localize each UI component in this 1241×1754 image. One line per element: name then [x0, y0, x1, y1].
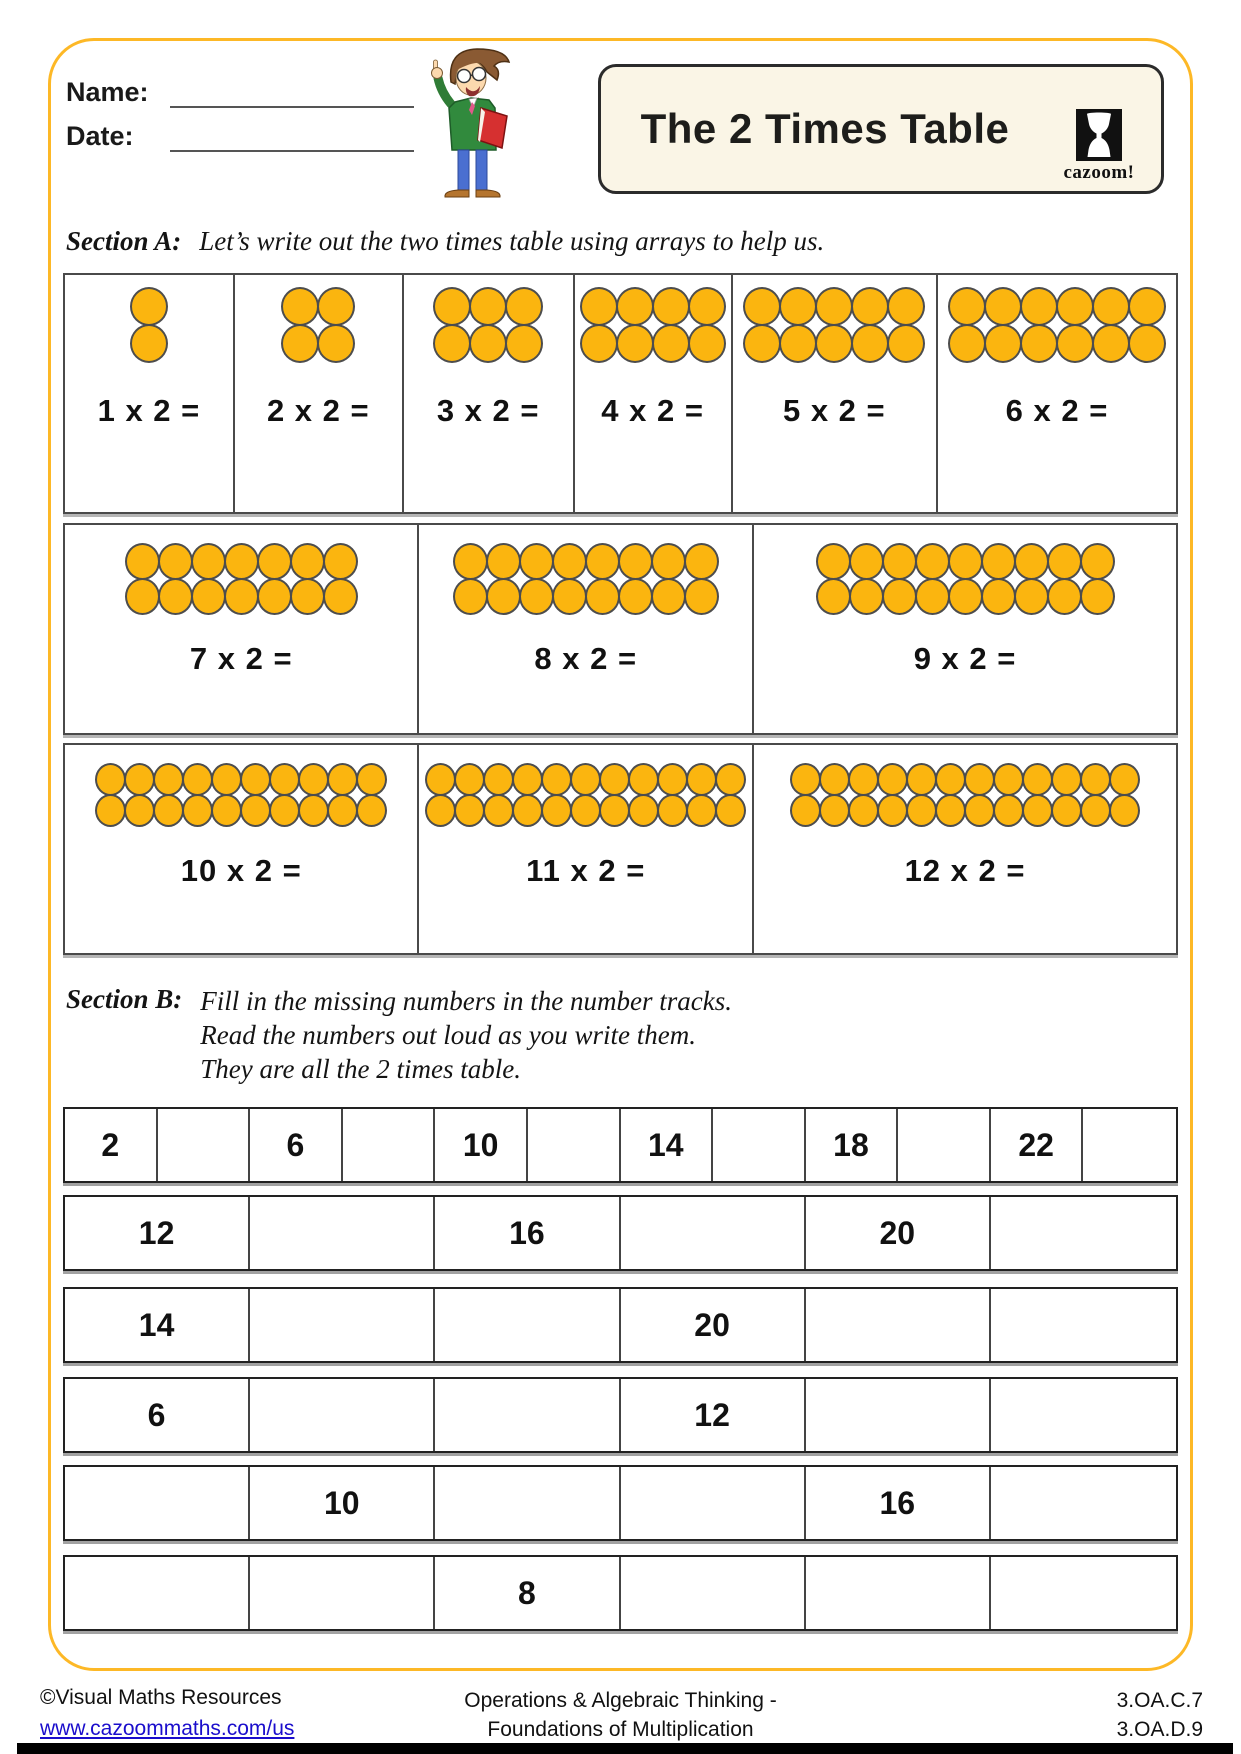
counter-dot [356, 763, 387, 796]
track-cell-blank[interactable] [158, 1109, 251, 1181]
array-cell-3x2[interactable] [404, 275, 575, 512]
array-cell-7x2[interactable] [65, 525, 419, 733]
number-track-2 [63, 1195, 1178, 1271]
track-cell-blank[interactable] [898, 1109, 991, 1181]
name-label: Name: [66, 77, 149, 107]
counter-dot [552, 578, 587, 615]
counter-dot [483, 763, 514, 796]
counter-dot [779, 287, 817, 326]
counter-dot [570, 763, 601, 796]
worksheet-title: The 2 Times Table [640, 105, 1010, 152]
counter-dot [125, 543, 160, 580]
counter-dot [981, 578, 1016, 615]
drum-icon [1076, 109, 1122, 161]
counter-dot [819, 763, 850, 796]
counter-dot [211, 794, 242, 827]
track-cell-blank[interactable] [1083, 1109, 1176, 1181]
track-cell-filled: 10 [435, 1109, 528, 1181]
counter-dot [948, 578, 983, 615]
counter-dot [715, 763, 746, 796]
title-box [598, 64, 1164, 194]
counter-dot [1047, 543, 1082, 580]
counter-dot [686, 763, 717, 796]
counter-dot [240, 763, 271, 796]
track-cell-filled: 12 [621, 1379, 806, 1451]
array-cell-12x2[interactable] [754, 745, 1176, 953]
counter-dot [269, 763, 300, 796]
dot-array [126, 543, 357, 615]
counter-dot [935, 763, 966, 796]
track-cell-blank[interactable] [435, 1379, 620, 1451]
counter-dot [657, 794, 688, 827]
counter-dot [425, 794, 456, 827]
counter-dot [984, 287, 1022, 326]
counter-dot [616, 287, 654, 326]
cazoom-logo [1049, 109, 1161, 184]
track-cell-filled: 18 [806, 1109, 899, 1181]
multiplication-label: 6 x 2 = [1005, 393, 1109, 428]
track-cell-blank[interactable] [435, 1467, 620, 1539]
counter-dot [819, 794, 850, 827]
array-row-2 [63, 523, 1178, 735]
counter-dot [849, 578, 884, 615]
track-cell-blank[interactable] [65, 1467, 250, 1539]
track-cell-blank[interactable] [621, 1467, 806, 1539]
counter-dot [1056, 324, 1094, 363]
counter-dot [616, 324, 654, 363]
counter-dot [618, 543, 653, 580]
track-cell-blank[interactable] [806, 1557, 991, 1629]
track-cell-filled: 6 [250, 1109, 343, 1181]
dot-array [791, 763, 1139, 827]
counter-dot [1109, 794, 1140, 827]
counter-dot [453, 578, 488, 615]
track-cell-filled: 8 [435, 1557, 620, 1629]
number-track-6 [63, 1555, 1178, 1631]
counter-dot [298, 763, 329, 796]
counter-dot [1092, 287, 1130, 326]
name-line[interactable] [170, 76, 414, 108]
counter-dot [1051, 763, 1082, 796]
track-cell-filled: 14 [621, 1109, 714, 1181]
counter-dot [657, 763, 688, 796]
counter-dot [298, 794, 329, 827]
counter-dot [1056, 287, 1094, 326]
counter-dot [95, 794, 126, 827]
counter-dot [882, 543, 917, 580]
counter-dot [743, 287, 781, 326]
multiplication-label: 1 x 2 = [97, 393, 201, 428]
counter-dot [887, 324, 925, 363]
counter-dot [323, 578, 358, 615]
counter-dot [158, 578, 193, 615]
track-cell-blank[interactable] [250, 1289, 435, 1361]
page-edge-bar [17, 1743, 1233, 1754]
counter-dot [964, 794, 995, 827]
counter-dot [327, 794, 358, 827]
counter-dot [158, 543, 193, 580]
track-cell-filled: 16 [806, 1467, 991, 1539]
counter-dot [1128, 324, 1166, 363]
counter-dot [454, 794, 485, 827]
counter-dot [688, 324, 726, 363]
track-cell-blank[interactable] [250, 1197, 435, 1269]
topic-line: Foundations of Multiplication [487, 1718, 754, 1741]
counter-dot [191, 578, 226, 615]
counter-dot [628, 794, 659, 827]
array-cell-9x2[interactable] [754, 525, 1176, 733]
dot-array [434, 287, 542, 363]
counter-dot [580, 287, 618, 326]
track-cell-blank[interactable] [991, 1467, 1176, 1539]
counter-dot [486, 543, 521, 580]
counter-dot [851, 324, 889, 363]
multiplication-label: 9 x 2 = [913, 641, 1017, 676]
counter-dot [948, 543, 983, 580]
dot-array [454, 543, 718, 615]
multiplication-label: 7 x 2 = [189, 641, 293, 676]
counter-dot [519, 578, 554, 615]
counter-dot [570, 794, 601, 827]
counter-dot [599, 794, 630, 827]
track-cell-blank[interactable] [806, 1289, 991, 1361]
counter-dot [743, 324, 781, 363]
dot-array [949, 287, 1165, 363]
dot-array [744, 287, 924, 363]
counter-dot [211, 763, 242, 796]
track-cell-filled: 14 [65, 1289, 250, 1361]
number-track-4 [63, 1377, 1178, 1453]
counter-dot [469, 287, 507, 326]
counter-dot [815, 287, 853, 326]
counter-dot [1014, 578, 1049, 615]
track-cell-filled: 22 [991, 1109, 1084, 1181]
counter-dot [95, 763, 126, 796]
counter-dot [815, 324, 853, 363]
track-cell-blank[interactable] [621, 1557, 806, 1629]
counter-dot [327, 763, 358, 796]
counter-dot [1080, 578, 1115, 615]
section-a-heading [66, 226, 824, 257]
multiplication-label: 11 x 2 = [526, 853, 646, 888]
counter-dot [317, 324, 355, 363]
counter-dot [948, 324, 986, 363]
counter-dot [486, 578, 521, 615]
counter-dot [1014, 543, 1049, 580]
section-b-instructions [200, 984, 732, 1086]
website-link[interactable]: www.cazoommaths.com/us [40, 1717, 295, 1740]
counter-dot [1080, 763, 1111, 796]
counter-dot [981, 543, 1016, 580]
counter-dot [453, 543, 488, 580]
track-cell-filled: 6 [65, 1379, 250, 1451]
instruction-line: Fill in the missing numbers in the number tracks. [200, 986, 732, 1016]
counter-dot [948, 287, 986, 326]
track-cell-filled: 12 [65, 1197, 250, 1269]
number-track-5 [63, 1465, 1178, 1541]
track-cell-blank[interactable] [250, 1557, 435, 1629]
counter-dot [684, 578, 719, 615]
track-cell-blank[interactable] [991, 1197, 1176, 1269]
counter-dot [964, 763, 995, 796]
counter-dot [851, 287, 889, 326]
counter-dot [124, 763, 155, 796]
multiplication-label: 5 x 2 = [782, 393, 886, 428]
dot-array [817, 543, 1114, 615]
counter-dot [552, 543, 587, 580]
dot-array [282, 287, 354, 363]
track-cell-filled: 20 [806, 1197, 991, 1269]
array-cell-8x2[interactable] [419, 525, 754, 733]
counter-dot [483, 794, 514, 827]
counter-dot [191, 543, 226, 580]
counter-dot [224, 543, 259, 580]
counter-dot [125, 578, 160, 615]
track-cell-filled: 16 [435, 1197, 620, 1269]
counter-dot [356, 794, 387, 827]
counter-dot [816, 543, 851, 580]
counter-dot [580, 324, 618, 363]
track-cell-filled: 10 [250, 1467, 435, 1539]
counter-dot [512, 794, 543, 827]
multiplication-label: 4 x 2 = [601, 393, 704, 428]
counter-dot [993, 763, 1024, 796]
array-cell-4x2[interactable] [575, 275, 733, 512]
array-cell-5x2[interactable] [733, 275, 938, 512]
counter-dot [790, 794, 821, 827]
counter-dot [323, 543, 358, 580]
brand-text: cazoom! [1063, 161, 1135, 183]
counter-dot [281, 287, 319, 326]
dot-array [131, 287, 167, 363]
track-cell-blank[interactable] [806, 1379, 991, 1451]
counter-dot [505, 287, 543, 326]
multiplication-label: 12 x 2 = [904, 853, 1026, 888]
counter-dot [512, 763, 543, 796]
counter-dot [153, 763, 184, 796]
counter-dot [257, 578, 292, 615]
counter-dot [124, 794, 155, 827]
counter-dot [993, 794, 1024, 827]
multiplication-label: 10 x 2 = [180, 853, 302, 888]
multiplication-label: 3 x 2 = [436, 393, 540, 428]
counter-dot [688, 287, 726, 326]
counter-dot [651, 578, 686, 615]
track-cell-blank[interactable] [991, 1557, 1176, 1629]
counter-dot [281, 324, 319, 363]
array-cell-1x2[interactable] [65, 275, 235, 512]
track-cell-blank[interactable] [65, 1557, 250, 1629]
counter-dot [1109, 763, 1140, 796]
counter-dot [715, 794, 746, 827]
footer-topic [0, 1686, 1241, 1744]
counter-dot [182, 794, 213, 827]
array-cell-11x2[interactable] [419, 745, 754, 953]
teacher-cartoon [420, 42, 522, 202]
array-cell-10x2[interactable] [65, 745, 419, 953]
counter-dot [779, 324, 817, 363]
counter-dot [240, 794, 271, 827]
track-cell-blank[interactable] [250, 1379, 435, 1451]
instruction-line: Read the numbers out loud as you write them. [200, 1020, 696, 1050]
counter-dot [269, 794, 300, 827]
array-row-3 [63, 743, 1178, 955]
counter-dot [882, 578, 917, 615]
counter-dot [1020, 324, 1058, 363]
counter-dot [1080, 543, 1115, 580]
counter-dot [848, 794, 879, 827]
track-cell-filled: 20 [621, 1289, 806, 1361]
counter-dot [887, 287, 925, 326]
counter-dot [628, 763, 659, 796]
counter-dot [906, 763, 937, 796]
counter-dot [317, 287, 355, 326]
array-cell-6x2[interactable] [938, 275, 1176, 512]
counter-dot [290, 543, 325, 580]
section-a-label: Section A: [66, 226, 182, 256]
section-b-label: Section B: [66, 984, 183, 1014]
counter-dot [849, 543, 884, 580]
counter-dot [1051, 794, 1082, 827]
counter-dot [585, 543, 620, 580]
name-date-block [66, 76, 414, 164]
number-track-1 [63, 1107, 1178, 1183]
counter-dot [686, 794, 717, 827]
counter-dot [541, 794, 572, 827]
counter-dot [1128, 287, 1166, 326]
counter-dot [505, 324, 543, 363]
standard-code: 3.OA.D.9 [1116, 1718, 1203, 1741]
counter-dot [651, 543, 686, 580]
counter-dot [425, 763, 456, 796]
counter-dot [684, 543, 719, 580]
date-line[interactable] [170, 120, 414, 152]
counter-dot [1047, 578, 1082, 615]
multiplication-label: 8 x 2 = [534, 641, 638, 676]
counter-dot [433, 287, 471, 326]
counter-dot [1022, 794, 1053, 827]
date-label: Date: [66, 121, 134, 151]
track-cell-blank[interactable] [991, 1289, 1176, 1361]
counter-dot [877, 794, 908, 827]
section-b-heading [66, 984, 732, 1086]
counter-dot [433, 324, 471, 363]
dot-array [96, 763, 386, 827]
counter-dot [915, 543, 950, 580]
dot-array [426, 763, 745, 827]
standard-code: 3.OA.C.7 [1116, 1689, 1203, 1712]
counter-dot [906, 794, 937, 827]
number-track-3 [63, 1287, 1178, 1363]
counter-dot [153, 794, 184, 827]
counter-dot [652, 287, 690, 326]
counter-dot [984, 324, 1022, 363]
topic-line: Operations & Algebraic Thinking - [464, 1689, 777, 1712]
counter-dot [130, 287, 168, 326]
instruction-line: They are all the 2 times table. [200, 1054, 521, 1084]
counter-dot [541, 763, 572, 796]
counter-dot [1092, 324, 1130, 363]
counter-dot [877, 763, 908, 796]
track-cell-blank[interactable] [713, 1109, 806, 1181]
counter-dot [290, 578, 325, 615]
counter-dot [816, 578, 851, 615]
array-cell-2x2[interactable] [235, 275, 404, 512]
section-a-instruction: Let’s write out the two times table using arrays to help us. [199, 226, 825, 256]
counter-dot [182, 763, 213, 796]
counter-dot [848, 763, 879, 796]
track-cell-blank[interactable] [343, 1109, 436, 1181]
footer-standards [1117, 1686, 1203, 1744]
counter-dot [257, 543, 292, 580]
counter-dot [585, 578, 620, 615]
track-cell-blank[interactable] [528, 1109, 621, 1181]
track-cell-filled: 2 [65, 1109, 158, 1181]
counter-dot [618, 578, 653, 615]
track-cell-blank[interactable] [435, 1289, 620, 1361]
copyright-text: ©Visual Maths Resources [40, 1686, 282, 1709]
array-row-1 [63, 273, 1178, 514]
counter-dot [454, 763, 485, 796]
track-cell-blank[interactable] [991, 1379, 1176, 1451]
counter-dot [790, 763, 821, 796]
counter-dot [599, 763, 630, 796]
counter-dot [915, 578, 950, 615]
counter-dot [1022, 763, 1053, 796]
counter-dot [1080, 794, 1111, 827]
counter-dot [469, 324, 507, 363]
counter-dot [935, 794, 966, 827]
track-cell-blank[interactable] [621, 1197, 806, 1269]
counter-dot [1020, 287, 1058, 326]
counter-dot [519, 543, 554, 580]
dot-array [581, 287, 725, 363]
counter-dot [652, 324, 690, 363]
multiplication-label: 2 x 2 = [266, 393, 370, 428]
counter-dot [224, 578, 259, 615]
counter-dot [130, 324, 168, 363]
